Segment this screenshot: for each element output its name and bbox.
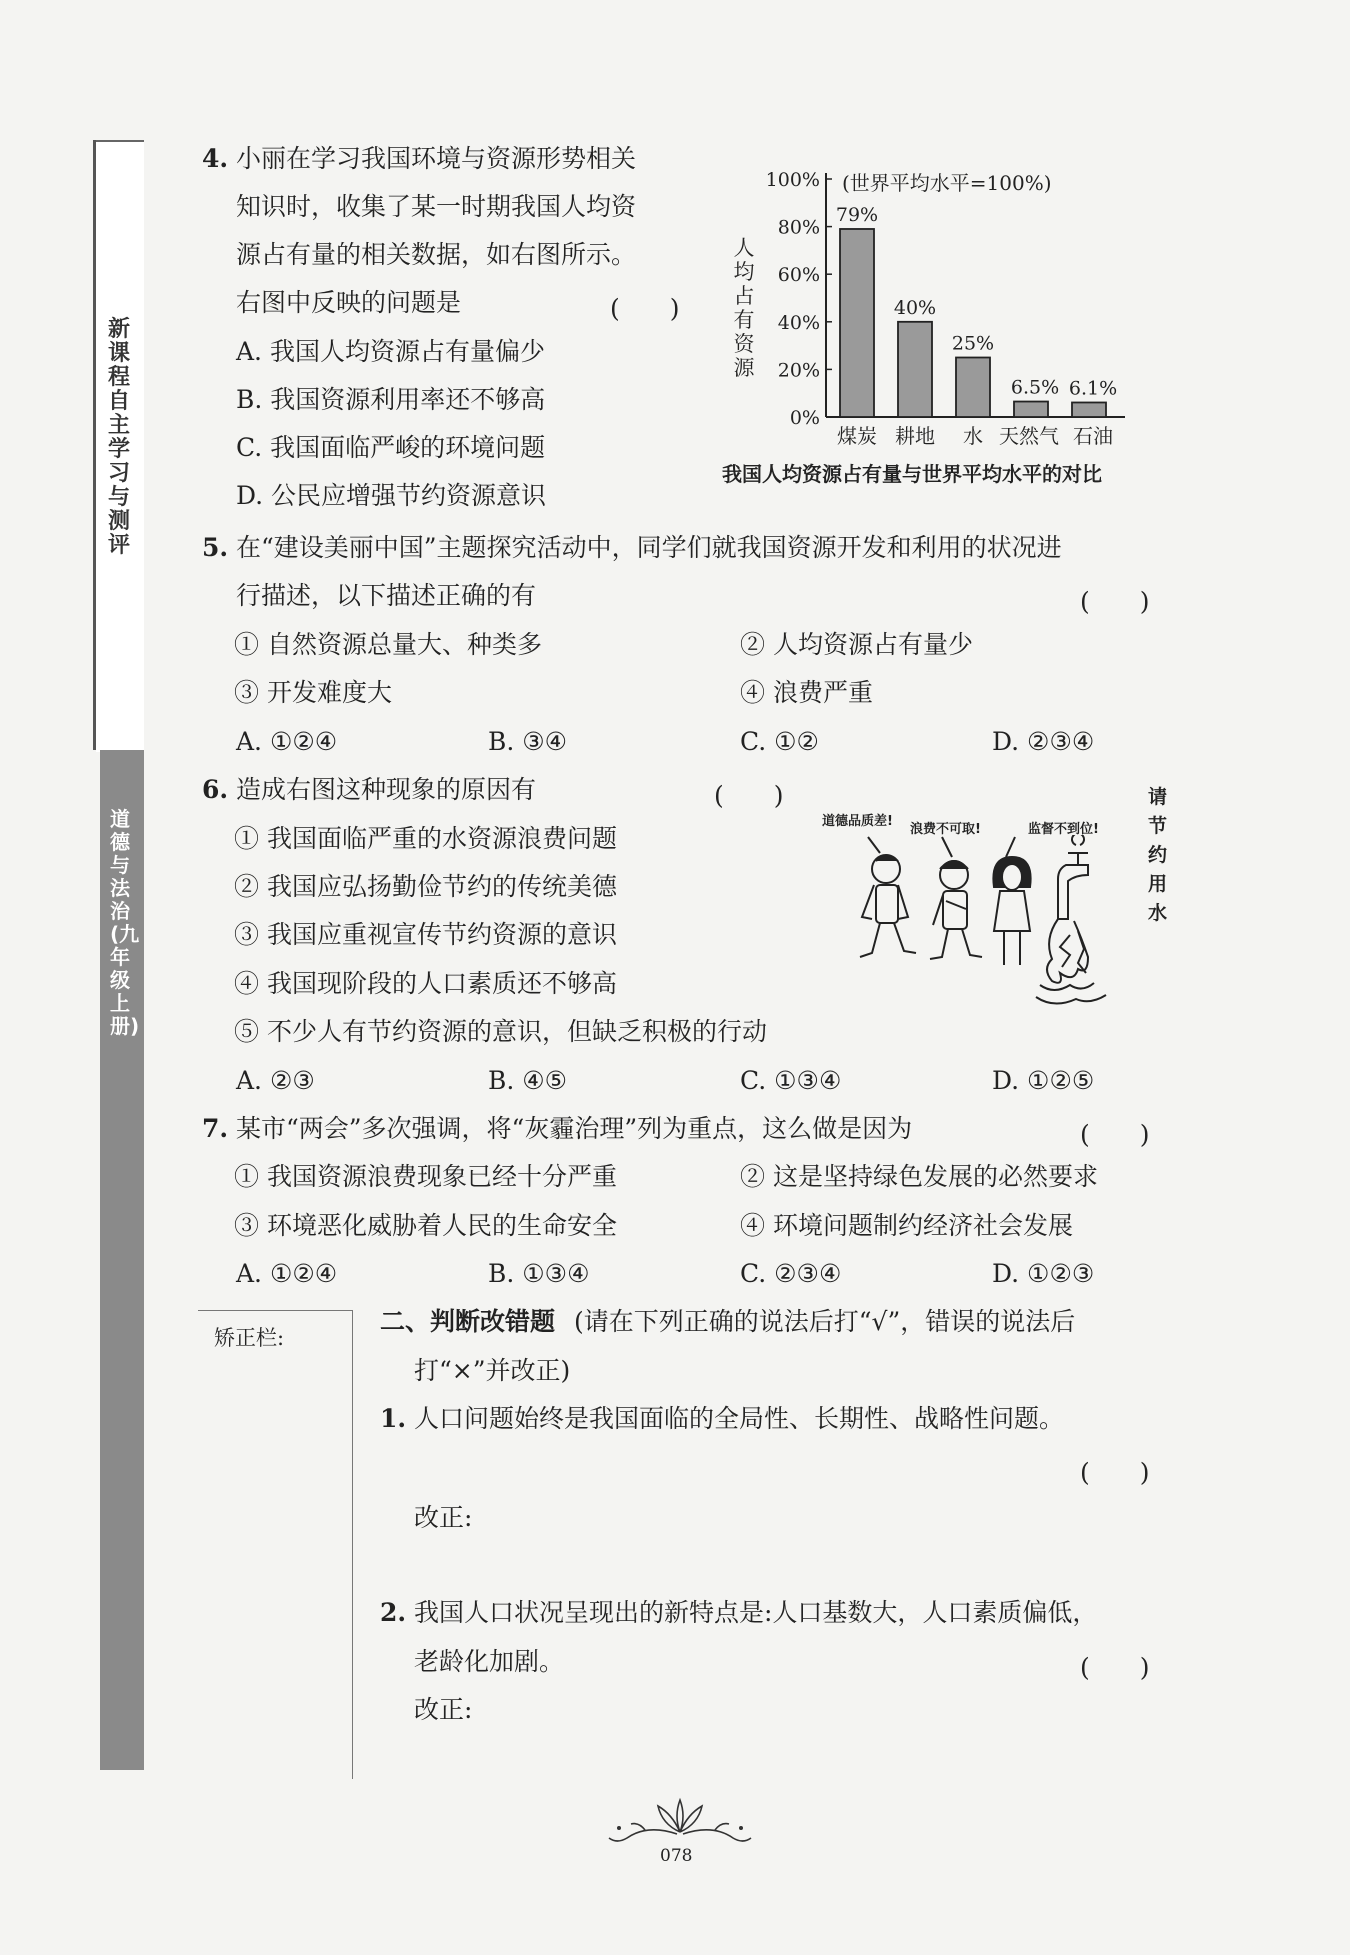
y-axis-label-char: 资 [733, 332, 755, 356]
option-c: C. ①② [740, 727, 819, 756]
statement-item: ② 我国应弘扬勤俭节约的传统美德 [234, 872, 617, 901]
option-b: B. ①③④ [488, 1259, 590, 1288]
cartoon-illustration [840, 835, 1130, 1010]
bar [840, 229, 874, 417]
y-tick-label: 40% [777, 311, 820, 334]
statement-item: ④ 我国现阶段的人口素质还不够高 [234, 969, 617, 998]
statement-item: ⑤ 不少人有节约资源的意识，但缺乏积极的行动 [234, 1017, 767, 1046]
option-a: A. ②③ [236, 1066, 315, 1095]
answer-paren: ( ) [1080, 1653, 1150, 1682]
judgement-statement: 我国人口状况呈现出的新特点是:人口基数大，人口素质偏低， [414, 1598, 1098, 1627]
question-number: 7. [202, 1114, 229, 1143]
question-number: 2. [380, 1598, 407, 1627]
option-d: D. ①②⑤ [992, 1066, 1095, 1095]
option-c: C. ①③④ [740, 1066, 842, 1095]
footer-ornament [605, 1792, 755, 1844]
speech-bubble: 浪费不可取! [910, 822, 981, 837]
section-heading: 二、判断改错题 [380, 1307, 556, 1336]
page-number: 078 [660, 1846, 693, 1866]
option-a: A. 我国人均资源占有量偏少 [236, 337, 545, 366]
x-category-label: 耕地 [895, 424, 935, 448]
question-text-line: 造成右图这种现象的原因有 [236, 775, 537, 804]
y-tick-label: 60% [777, 264, 820, 287]
statement-item: ② 这是坚持绿色发展的必然要求 [740, 1162, 1098, 1191]
option-b: B. ④⑤ [488, 1066, 568, 1095]
bar-value-label: 6.1% [1068, 377, 1118, 400]
option-a: A. ①②④ [236, 1259, 338, 1288]
question-text-line: 在“建设美丽中国”主题探究活动中，同学们就我国资源开发和利用的状况进 [236, 533, 1062, 562]
y-axis-label-char: 占 [733, 284, 755, 308]
judgement-statement: 老龄化加剧。 [414, 1647, 565, 1676]
statement-item: ① 自然资源总量大、种类多 [234, 630, 542, 659]
bar-value-label: 6.5% [1010, 376, 1060, 399]
speech-bubble: 监督不到位! [1028, 822, 1099, 837]
correction-label: 矫正栏: [214, 1326, 285, 1350]
section-instruction: 打“×”并改正) [414, 1356, 571, 1385]
sign-character: 请 [1148, 786, 1168, 808]
bar-value-label: 25% [951, 332, 995, 355]
answer-paren: ( ) [1080, 1458, 1150, 1487]
sign-character: 约 [1148, 844, 1168, 866]
x-category-label: 石油 [1073, 424, 1113, 448]
bar [898, 322, 932, 417]
statement-item: ④ 浪费严重 [740, 678, 873, 707]
option-c: C. ②③④ [740, 1259, 842, 1288]
y-axis-label-char: 均 [733, 260, 755, 284]
chart-annotation: (世界平均水平=100%) [842, 171, 1052, 195]
y-tick-label: 0% [789, 407, 820, 429]
question-text-line: 行描述，以下描述正确的有 [236, 581, 537, 610]
statement-item: ③ 开发难度大 [234, 678, 392, 707]
option-b: B. 我国资源利用率还不够高 [236, 385, 546, 414]
y-axis-label-char: 人 [733, 236, 755, 260]
chart-title: 我国人均资源占有量与世界平均水平的对比 [722, 462, 1102, 486]
correction-prompt: 改正: [414, 1695, 473, 1724]
question-text-line: 知识时，收集了某一时期我国人均资 [236, 192, 637, 221]
y-axis-label-char: 有 [733, 308, 755, 332]
answer-paren: ( ) [1080, 587, 1150, 616]
sign-character: 用 [1148, 873, 1168, 895]
speech-bubble: 道德品质差! [822, 814, 893, 829]
answer-paren: ( ) [1080, 1120, 1150, 1149]
question-text-line: 源占有量的相关数据，如右图所示。 [236, 240, 637, 269]
bar [1014, 402, 1048, 417]
option-c: C. 我国面临严峻的环境问题 [236, 433, 546, 462]
y-tick-label: 80% [777, 216, 820, 239]
statement-item: ② 人均资源占有量少 [740, 630, 973, 659]
x-category-label: 煤炭 [837, 424, 877, 448]
bar [1072, 402, 1106, 417]
bar [956, 358, 990, 418]
statement-item: ① 我国面临严重的水资源浪费问题 [234, 824, 617, 853]
question-text-line: 右图中反映的问题是 [236, 288, 462, 317]
question-text-line: 小丽在学习我国环境与资源形势相关 [236, 144, 637, 173]
option-b: B. ③④ [488, 727, 568, 756]
y-tick-label: 100% [765, 169, 820, 191]
resource-bar-chart [720, 155, 1160, 455]
sidebar-subject-title: 道德与法治(九年级上册) [110, 807, 140, 1038]
bar-value-label: 79% [835, 203, 879, 226]
statement-item: ① 我国资源浪费现象已经十分严重 [234, 1162, 617, 1191]
question-text-line: 某市“两会”多次强调，将“灰霾治理”列为重点，这么做是因为 [236, 1114, 913, 1143]
section-instruction: (请在下列正确的说法后打“√”，错误的说法后 [574, 1307, 1076, 1336]
judgement-statement: 人口问题始终是我国面临的全局性、长期性、战略性问题。 [414, 1404, 1065, 1433]
correction-column [198, 1310, 353, 1779]
correction-prompt: 改正: [414, 1503, 473, 1532]
sign-character: 节 [1148, 815, 1168, 837]
option-d: D. ②③④ [992, 727, 1095, 756]
option-d: D. 公民应增强节约资源意识 [236, 481, 547, 510]
question-number: 5. [202, 533, 229, 562]
question-number: 1. [380, 1404, 407, 1433]
x-category-label: 天然气 [999, 424, 1059, 448]
question-number: 6. [202, 775, 229, 804]
y-axis-label-char: 源 [733, 356, 755, 380]
statement-item: ③ 我国应重视宣传节约资源的意识 [234, 920, 617, 949]
option-a: A. ①②④ [236, 727, 338, 756]
answer-paren: ( ) [714, 781, 784, 810]
sidebar-series-title: 新课程自主学习与测评 [108, 317, 131, 558]
question-number: 4. [202, 144, 229, 173]
statement-item: ④ 环境问题制约经济社会发展 [740, 1211, 1073, 1240]
answer-paren: ( ) [610, 294, 680, 323]
x-category-label: 水 [963, 424, 983, 448]
statement-item: ③ 环境恶化威胁着人民的生命安全 [234, 1211, 617, 1240]
bar-value-label: 40% [893, 296, 937, 319]
sign-character: 水 [1148, 902, 1168, 924]
y-tick-label: 20% [777, 359, 820, 382]
option-d: D. ①②③ [992, 1259, 1095, 1288]
